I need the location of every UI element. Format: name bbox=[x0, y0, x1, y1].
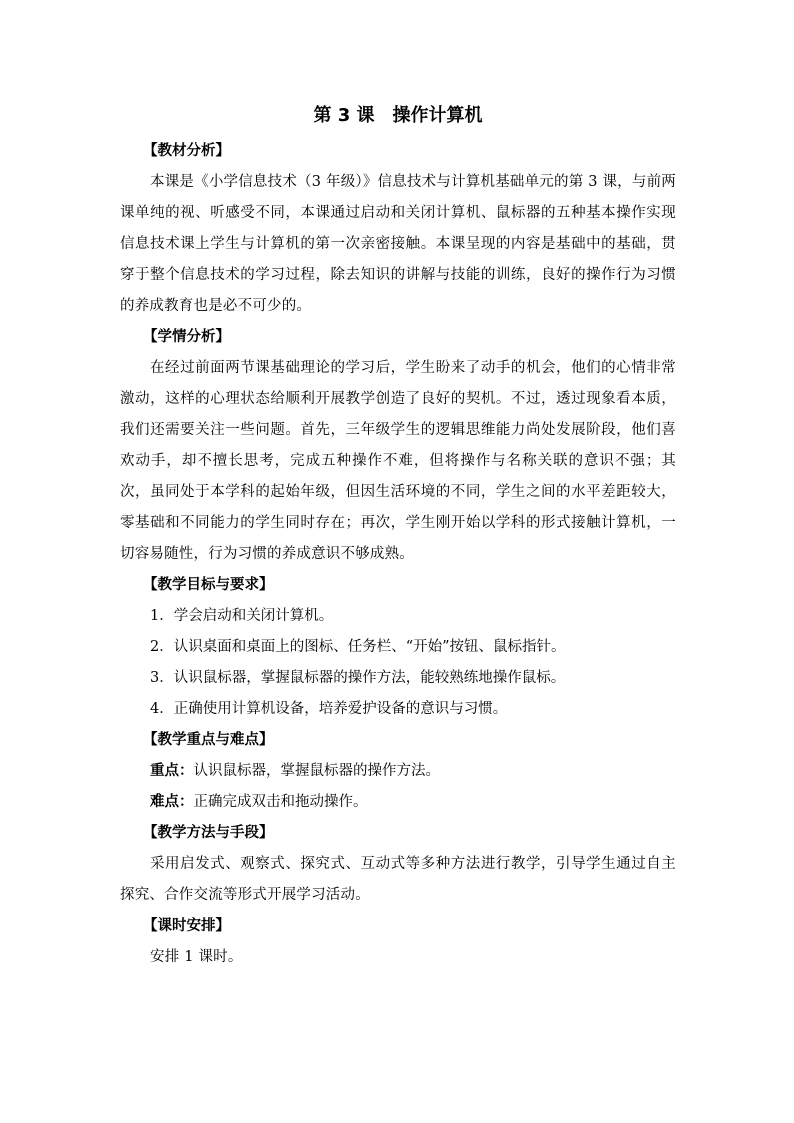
page-title: 第 3 课 操作计算机 bbox=[313, 105, 483, 126]
section-paragraph: 采用启发式、观察式、探究式、互动式等多种方法进行教学，引导学生通过自主探究、合作交流等形式开展学习活动。 bbox=[120, 856, 676, 903]
section-student-analysis bbox=[120, 322, 676, 570]
goal-item: 1．学会启动和关闭计算机。 bbox=[150, 608, 334, 624]
section-heading: 【教学方法与手段】 bbox=[143, 825, 274, 841]
section-textbook-analysis bbox=[120, 136, 676, 322]
section-key-points bbox=[120, 725, 676, 818]
section-teaching-methods bbox=[120, 818, 676, 911]
key-point-label: 重点： bbox=[150, 763, 194, 779]
difficult-point-label: 难点： bbox=[150, 794, 194, 810]
section-paragraph: 安排 1 课时。 bbox=[150, 949, 243, 965]
section-heading: 【教学重点与难点】 bbox=[143, 732, 274, 748]
section-paragraph: 在经过前面两节课基础理论的学习后，学生盼来了动手的机会，他们的心情非常激动，这样的心理状态给顺利开展教学创造了良好的契机。不过，透过现象看本质，我们还需要关注一些问题。首先，三年级学生的逻辑思维能力尚处发展阶段，他们喜欢动手，却不擅长思考，完成五种操作不难，但将操作与名称关联的意识不强；其次，虽同处于本学科的起始年级，但因生活环境的不同，学生之间的水平差距较大，零基础和不同能力的学生同时存在；再次，学生刚开始以学科的形式接触计算机，一切容易随性，行为习惯的养成意识不够成熟。 bbox=[120, 360, 676, 562]
key-point-line bbox=[120, 756, 676, 787]
key-point-text: 认识鼠标器，掌握鼠标器的操作方法。 bbox=[193, 763, 440, 779]
section-paragraph: 本课是《小学信息技术（3 年级）》信息技术与计算机基础单元的第 3 课，与前两课单纯的视、听感受不同，本课通过启动和关闭计算机、鼠标器的五种基本操作实现信息技术课上学生与计算机的第一次亲密接触。本课呈现的内容是基础中的基础，贯穿于整个信息技术的学习过程，除去知识的讲解与技能的训练，良好的操作行为习惯的养成教育也是必不可少的。 bbox=[120, 174, 676, 314]
section-heading: 【教学目标与要求】 bbox=[143, 577, 274, 593]
section-schedule bbox=[120, 911, 676, 973]
difficult-point-text: 正确完成双击和拖动操作。 bbox=[193, 794, 368, 810]
lesson-document bbox=[120, 96, 676, 973]
section-heading: 【学情分析】 bbox=[143, 329, 230, 345]
section-heading: 【课时安排】 bbox=[143, 918, 230, 934]
difficult-point-line bbox=[120, 787, 676, 818]
section-teaching-goals bbox=[120, 570, 676, 725]
section-heading: 【教材分析】 bbox=[143, 143, 230, 159]
goal-item: 4．正确使用计算机设备，培养爱护设备的意识与习惯。 bbox=[150, 701, 508, 717]
goal-item: 3．认识鼠标器，掌握鼠标器的操作方法，能较熟练地操作鼠标。 bbox=[150, 670, 566, 686]
goal-item: 2．认识桌面和桌面上的图标、任务栏、“开始”按钮、鼠标指针。 bbox=[150, 639, 566, 655]
